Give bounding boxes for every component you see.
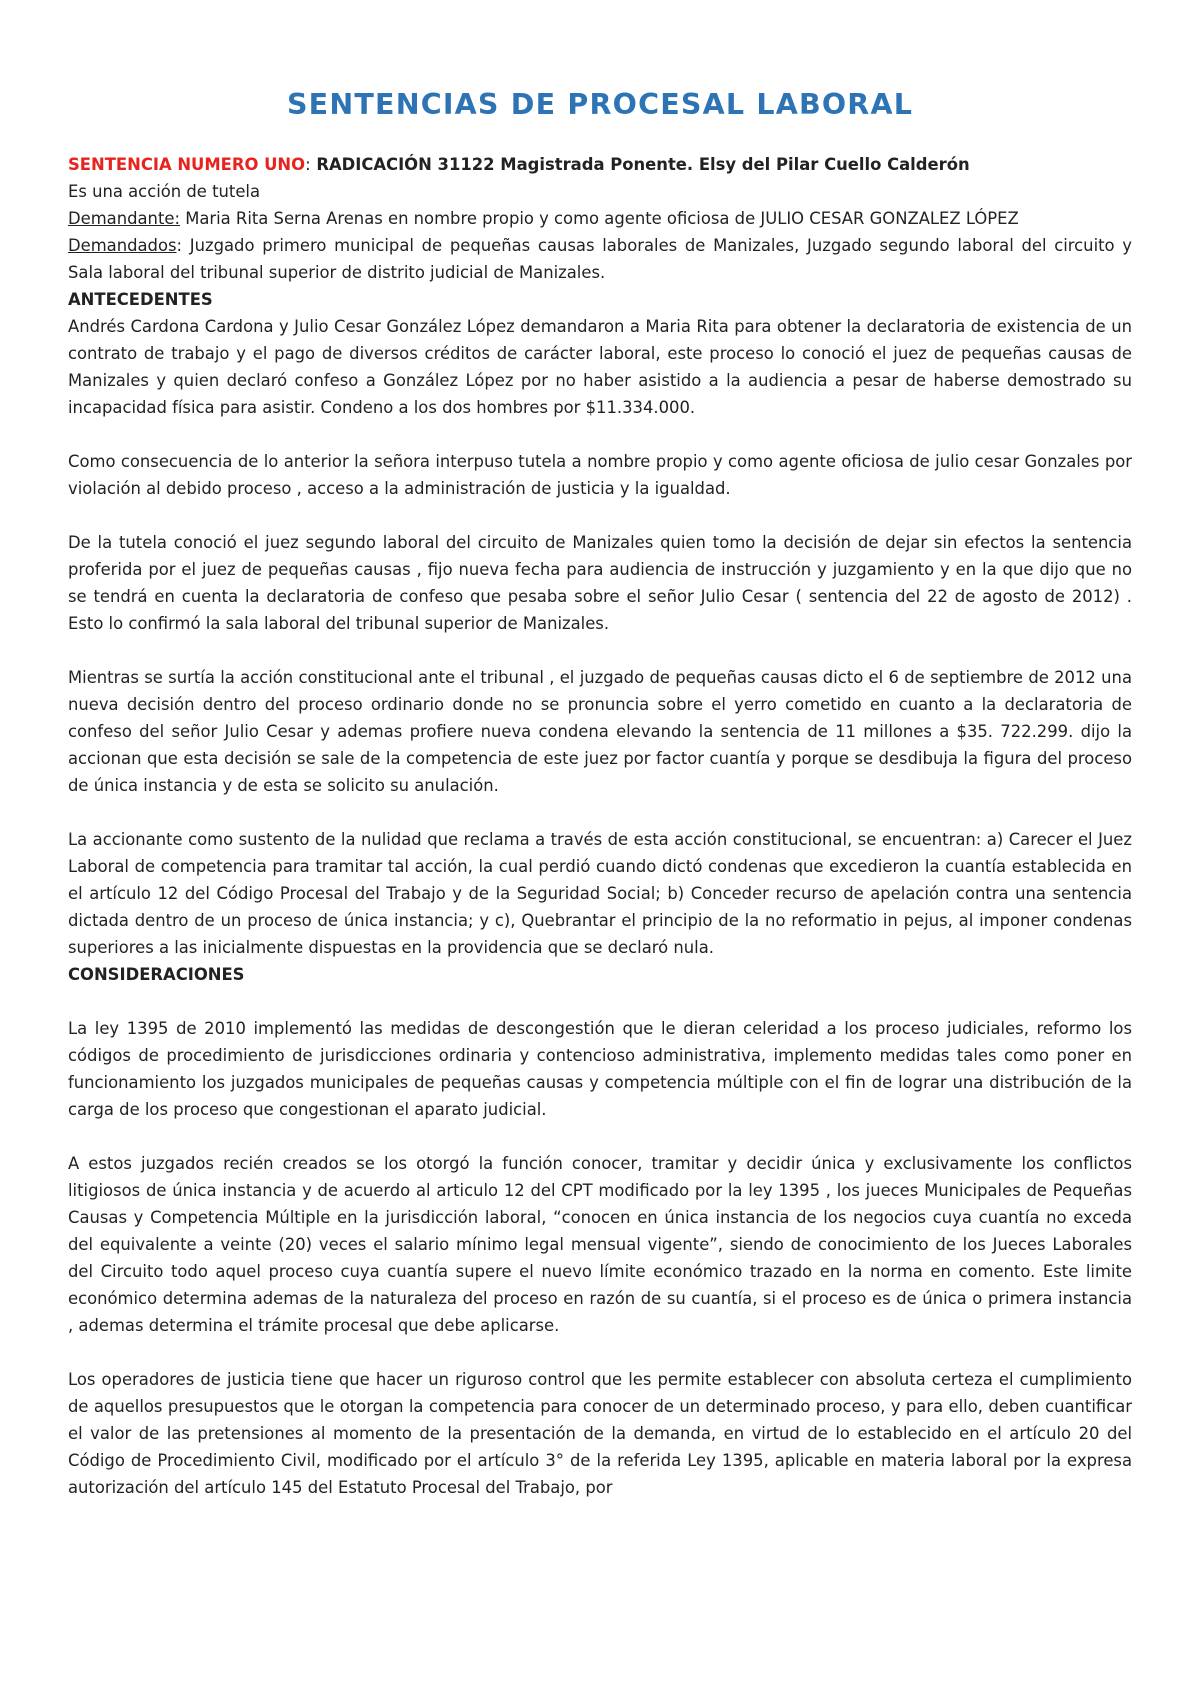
consideraciones-paragraph-2: A estos juzgados recién creados se los otorgó la función conocer, tramitar y decidir única y exclusivamente los conflictos litigiosos de única instancia y de acuerdo al articulo 12 del CPT modificado por la ley 1395 , los jueces Municipales de Pequeñas Causas y Competencia Múltiple en la jurisdicción laboral, “conocen en única instancia de los negocios cuya cuantía no exceda del equivalente a veinte (20) veces el salario mínimo legal mensual vigente”, siendo de conocimiento de los Jueces Laborales del Circuito todo aquel proceso cuya cuantía supere el nuevo límite económico trazado en la norma en comento. Este limite económico determina ademas de la naturaleza del proceso en razón de su cuantía, si el proceso es de única o primera instancia , ademas determina el trámite procesal que debe aplicarse. bbox=[68, 1154, 1132, 1335]
demandados-line bbox=[68, 232, 1132, 286]
antecedentes-section bbox=[68, 286, 1132, 961]
demandante-text: Maria Rita Serna Arenas en nombre propio y como agente oficiosa de JULIO CESAR GONZALEZ LÓPEZ bbox=[179, 209, 1019, 228]
demandante-label: Demandante: bbox=[68, 209, 180, 228]
consideraciones-paragraph-3: Los operadores de justicia tiene que hacer un riguroso control que les permite establecer con absoluta certeza el cumplimiento de aquellos presupuestos que le otorgan la competencia para conocer de un determinado proceso, y para ello, deben cuantificar el valor de las pretensiones al momento de la presentación de la demanda, en virtud de lo establecido en el artículo 20 del Código de Procedimiento Civil, modificado por el artículo 3° de la referida Ley 1395, aplicable en materia laboral por la expresa autorización del artículo 145 del Estatuto Procesal del Trabajo, por bbox=[68, 1370, 1132, 1497]
antecedentes-paragraph-3: De la tutela conoció el juez segundo laboral del circuito de Manizales quien tomo la decisión de dejar sin efectos la sentencia proferida por el juez de pequeñas causas , fijo nueva fecha para audiencia de instrucción y juzgamiento y en la que dijo que no se tendrá en cuenta la declaratoria de confeso que pesaba sobre el señor Julio Cesar ( sentencia del 22 de agosto de 2012) . Esto lo confirmó la sala laboral del tribunal superior de Manizales. bbox=[68, 533, 1132, 633]
antecedentes-paragraph-4: Mientras se surtía la acción constitucional ante el tribunal , el juzgado de pequeñas causas dicto el 6 de septiembre de 2012 una nueva decisión dentro del proceso ordinario donde no se pronuncia sobre el yerro cometido en cuanto a la declaratoria de confeso del señor Julio Cesar y ademas profiere nueva condena elevando la sentencia de 11 millones a $35. 722.299. dijo la accionan que esta decisión se sale de la competencia de este juez por factor cuantía y porque se desdibuja la figura del proceso de única instancia y de esta se solicito su anulación. bbox=[68, 668, 1132, 795]
sentence-label: SENTENCIA NUMERO UNO bbox=[68, 155, 306, 174]
consideraciones-heading: CONSIDERACIONES bbox=[68, 965, 245, 984]
case-header bbox=[68, 151, 1132, 286]
demandante-line bbox=[68, 205, 1132, 232]
antecedentes-paragraph-5: La accionante como sustento de la nulidad que reclama a través de esta acción constitucional, se encuentran: a) Carecer el Juez Laboral de competencia para tramitar tal acción, la cual perdió cuando dictó condenas que excedieron la cuantía establecida en el artículo 12 del Código Procesal del Trabajo y de la Seguridad Social; b) Conceder recurso de apelación contra una sentencia dictada dentro de un proceso de única instancia; y c), Quebrantar el principio de la no reformatio in pejus, al imponer condenas superiores a las inicialmente dispuestas en la providencia que se declaró nula. bbox=[68, 830, 1132, 957]
action-type-line: Es una acción de tutela bbox=[68, 182, 261, 201]
consideraciones-paragraph-1: La ley 1395 de 2010 implementó las medidas de descongestión que le dieran celeridad a los proceso judiciales, reformo los códigos de procedimiento de jurisdicciones ordinaria y contencioso administrativa, implemento medidas tales como poner en funcionamiento los juzgados municipales de pequeñas causas y competencia múltiple con el fin de lograr una distribución de la carga de los proceso que congestionan el aparato judicial. bbox=[68, 1019, 1132, 1119]
sentence-label-colon: : bbox=[305, 155, 311, 174]
antecedentes-paragraph-2: Como consecuencia de lo anterior la señora interpuso tutela a nombre propio y como agente oficiosa de julio cesar Gonzales por violación al debido proceso , acceso a la administración de justicia y la igualdad. bbox=[68, 452, 1132, 498]
document-title: SENTENCIAS DE PROCESAL LABORAL bbox=[286, 88, 914, 121]
radicacion-text: RADICACIÓN 31122 Magistrada Ponente. Elsy del Pilar Cuello Calderón bbox=[310, 155, 970, 174]
consideraciones-section bbox=[68, 961, 1132, 1501]
demandados-text: : Juzgado primero municipal de pequeñas causas laborales de Manizales, Juzgado segundo laboral del circuito y Sala laboral del tribunal superior de distrito judicial de Manizales. bbox=[68, 236, 1132, 282]
demandados-label: Demandados bbox=[68, 236, 177, 255]
case-header-line bbox=[68, 151, 1132, 178]
antecedentes-heading: ANTECEDENTES bbox=[68, 290, 213, 309]
antecedentes-paragraph-1: Andrés Cardona Cardona y Julio Cesar González López demandaron a Maria Rita para obtener la declaratoria de existencia de un contrato de trabajo y el pago de diversos créditos de carácter laboral, este proceso lo conoció el juez de pequeñas causas de Manizales y quien declaró confeso a González López por no haber asistido a la audiencia a pesar de haberse demostrado su incapacidad física para asistir. Condeno a los dos hombres por $11.334.000. bbox=[68, 317, 1132, 417]
